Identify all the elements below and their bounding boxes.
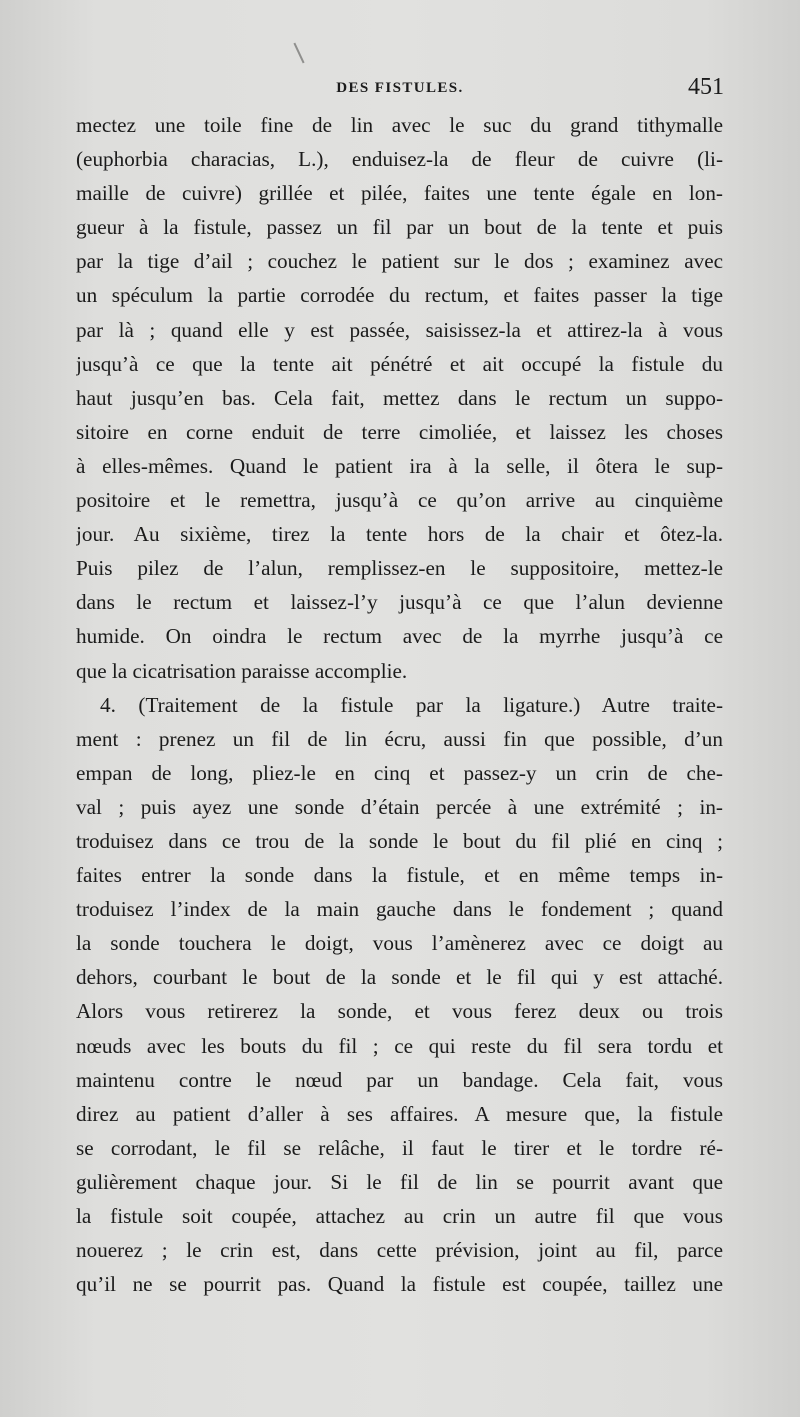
text-line: humide. On oindra le rectum avec de la myrrhe jusqu’à ce	[76, 624, 723, 649]
text-line: empan de long, pliez-le en cinq et passez-y un crin de che-	[76, 760, 723, 785]
body-text	[76, 108, 723, 1301]
text-line: jusqu’à ce que la tente ait pénétré et ait occupé la fistule du	[76, 351, 723, 376]
text-line: maintenu contre le nœud par un bandage. Cela fait, vous	[76, 1067, 723, 1092]
text-line: se corrodant, le fil se relâche, il faut le tirer et le tordre ré-	[76, 1135, 723, 1160]
text-line: sitoire en corne enduit de terre cimoliée, et laissez les choses	[76, 419, 723, 444]
text-line: Puis pilez de l’alun, remplissez-en le suppositoire, mettez-le	[76, 556, 723, 581]
ink-mark	[293, 43, 304, 64]
text-line: troduisez l’index de la main gauche dans le fondement ; quand	[76, 897, 723, 922]
text-line: gueur à la fistule, passez un fil par un bout de la tente et puis	[76, 215, 723, 240]
text-line: la fistule soit coupée, attachez au crin un autre fil que vous	[76, 1204, 723, 1228]
text-line: troduisez dans ce trou de la sonde le bout du fil plié en cinq ;	[76, 828, 723, 853]
text-line: nœuds avec les bouts du fil ; ce qui reste du fil sera tordu et	[76, 1033, 723, 1058]
text-line: nouerez ; le crin est, dans cette prévision, joint au fil, parce	[76, 1238, 723, 1263]
text-line: dans le rectum et laissez-l’y jusqu’à ce que l’alun devienne	[76, 590, 723, 615]
text-line: positoire et le remettra, jusqu’à ce qu’on arrive au cinquième	[76, 488, 723, 513]
text-line: haut jusqu’en bas. Cela fait, mettez dans le rectum un suppo-	[76, 385, 723, 410]
text-line: gulièrement chaque jour. Si le fil de lin se pourrit avant que	[76, 1169, 723, 1194]
text-line: ment : prenez un fil de lin écru, aussi fin que possible, d’un	[76, 726, 723, 751]
text-line: dehors, courbant le bout de la sonde et le fil qui y est attaché.	[76, 965, 723, 990]
text-line: (euphorbia characias, L.), enduisez-la de fleur de cuivre (li-	[76, 147, 723, 172]
text-line: maille de cuivre) grillée et pilée, faites une tente égale en lon-	[76, 181, 723, 206]
text-line: direz au patient d’aller à ses affaires. A mesure que, la fistule	[76, 1101, 723, 1126]
text-line: Alors vous retirerez la sonde, et vous ferez deux ou trois	[76, 999, 723, 1024]
text-line: la sonde touchera le doigt, vous l’amènerez avec ce doigt au	[76, 931, 723, 956]
text-line: qu’il ne se pourrit pas. Quand la fistule est coupée, taillez une	[76, 1272, 723, 1297]
text-line: que la cicatrisation paraisse accomplie.	[76, 658, 408, 683]
text-line: jour. Au sixième, tirez la tente hors de la chair et ôtez-la.	[76, 522, 723, 547]
text-line: 4. (Traitement de la fistule par la ligature.) Autre traite-	[100, 692, 723, 717]
text-line: val ; puis ayez une sonde d’étain percée à une extrémité ; in-	[76, 794, 723, 819]
running-head	[76, 74, 724, 104]
text-line: à elles-mêmes. Quand le patient ira à la selle, il ôtera le sup-	[76, 453, 723, 478]
text-line: par là ; quand elle y est passée, saisissez-la et attirez-la à vous	[76, 317, 723, 342]
text-line: un spéculum la partie corrodée du rectum, et faites passer la tige	[76, 283, 723, 308]
text-line: mectez une toile fine de lin avec le suc du grand tithymalle	[76, 113, 723, 137]
text-line: par la tige d’ail ; couchez le patient sur le dos ; examinez avec	[76, 249, 723, 274]
text-line: faites entrer la sonde dans la fistule, et en même temps in-	[76, 863, 723, 888]
running-title: DES FISTULES.	[336, 80, 464, 96]
page-number: 451	[688, 74, 724, 100]
